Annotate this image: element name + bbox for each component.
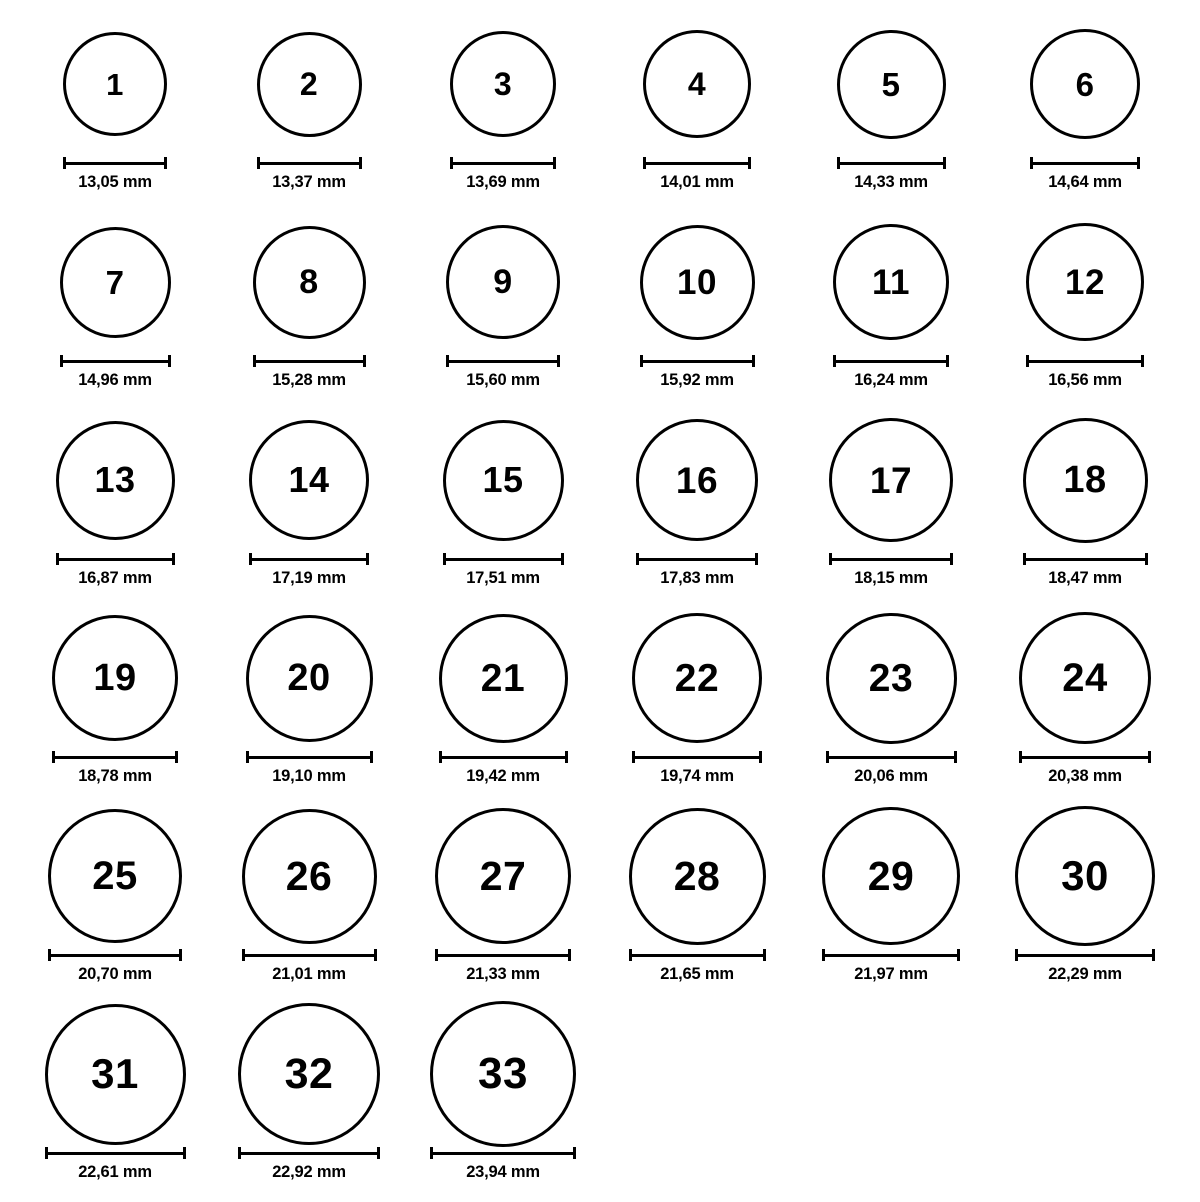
ring-circle-wrapper: [829, 410, 953, 550]
ring-circle-wrapper: [1015, 806, 1155, 946]
ring-size-cell: [604, 14, 790, 212]
ring-circle: [435, 808, 571, 944]
ring-size-number: 4: [687, 66, 707, 102]
ring-circle-wrapper: [837, 14, 946, 154]
ring-size-number: 5: [881, 65, 901, 103]
diameter-label: 16,24 mm: [854, 371, 928, 389]
ring-circle: [640, 225, 755, 340]
ring-size-cell: [798, 608, 984, 806]
ring-circle-wrapper: [822, 806, 960, 946]
ring-size-cell: [604, 410, 790, 608]
diameter-label: 21,33 mm: [466, 965, 540, 983]
ring-size-cell: [798, 410, 984, 608]
diameter-label: 17,51 mm: [466, 569, 540, 587]
ring-circle-wrapper: [52, 608, 178, 748]
diameter-dimension-line: [1030, 156, 1140, 168]
diameter-dimension-line: [257, 156, 362, 168]
ring-size-cell: [410, 410, 596, 608]
ring-circle: [833, 224, 949, 340]
ring-size-cell: [216, 212, 402, 410]
diameter-label: 21,97 mm: [854, 965, 928, 983]
ring-size-number: 12: [1065, 262, 1105, 302]
ring-size-number: 30: [1061, 852, 1109, 899]
ring-circle: [60, 227, 171, 338]
ring-size-number: 13: [94, 459, 136, 500]
ring-size-cell: [798, 806, 984, 1004]
diameter-dimension-line: [56, 552, 175, 564]
diameter-dimension-line: [60, 354, 171, 366]
diameter-dimension-line: [48, 948, 182, 960]
ring-circle: [1030, 29, 1140, 139]
diameter-label: 18,15 mm: [854, 569, 928, 587]
ring-size-number: 22: [674, 656, 720, 700]
diameter-dimension-line: [1015, 948, 1155, 960]
ring-size-number: 24: [1062, 656, 1108, 700]
ring-size-cell: [410, 212, 596, 410]
ring-circle: [446, 225, 560, 339]
diameter-dimension-line: [640, 354, 755, 366]
diameter-dimension-line: [1019, 750, 1151, 762]
ring-circle: [238, 1003, 380, 1145]
diameter-dimension-line: [826, 750, 957, 762]
ring-size-cell: [992, 14, 1178, 212]
ring-circle-wrapper: [450, 14, 556, 154]
ring-size-cell: [992, 410, 1178, 608]
diameter-dimension-line: [439, 750, 568, 762]
ring-size-number: 10: [677, 262, 717, 302]
ring-circle-wrapper: [435, 806, 571, 946]
ring-size-number: 16: [675, 459, 719, 501]
ring-circle-wrapper: [60, 212, 171, 352]
ring-size-cell: [22, 14, 208, 212]
ring-circle-wrapper: [238, 1004, 380, 1144]
ring-size-number: 31: [91, 1050, 139, 1097]
ring-size-cell: [216, 1004, 402, 1202]
ring-size-cell: [216, 806, 402, 1004]
ring-circle-wrapper: [430, 1004, 576, 1144]
ring-circle: [1015, 806, 1155, 946]
ring-circle-wrapper: [257, 14, 362, 154]
ring-circle: [45, 1004, 186, 1145]
ring-circle-wrapper: [249, 410, 369, 550]
ring-circle: [1019, 612, 1151, 744]
diameter-label: 14,01 mm: [660, 173, 734, 191]
ring-circle: [443, 420, 564, 541]
ring-circle-wrapper: [826, 608, 957, 748]
ring-circle-wrapper: [643, 14, 751, 154]
ring-size-cell: [22, 608, 208, 806]
diameter-label: 15,92 mm: [660, 371, 734, 389]
ring-size-cell: [992, 212, 1178, 410]
diameter-dimension-line: [446, 354, 560, 366]
diameter-dimension-line: [643, 156, 751, 168]
ring-circle: [1023, 418, 1148, 543]
ring-circle: [48, 809, 182, 943]
diameter-dimension-line: [1026, 354, 1144, 366]
diameter-label: 20,06 mm: [854, 767, 928, 785]
ring-size-number: 25: [92, 854, 138, 898]
ring-size-number: 8: [299, 263, 319, 301]
diameter-dimension-line: [246, 750, 373, 762]
ring-circle: [632, 613, 762, 743]
diameter-dimension-line: [1023, 552, 1148, 564]
ring-circle: [63, 32, 167, 136]
ring-size-number: 6: [1075, 65, 1095, 103]
diameter-label: 13,37 mm: [272, 173, 346, 191]
ring-circle: [629, 808, 766, 945]
diameter-dimension-line: [822, 948, 960, 960]
ring-circle-wrapper: [1030, 14, 1140, 154]
ring-circle: [56, 421, 175, 540]
diameter-label: 20,70 mm: [78, 965, 152, 983]
diameter-label: 20,38 mm: [1048, 767, 1122, 785]
ring-circle-wrapper: [63, 14, 167, 154]
ring-size-number: 1: [106, 66, 124, 102]
ring-circle-wrapper: [629, 806, 766, 946]
ring-size-cell: [216, 608, 402, 806]
ring-size-cell: [216, 410, 402, 608]
diameter-dimension-line: [837, 156, 946, 168]
ring-circle: [242, 809, 377, 944]
ring-size-cell: [216, 14, 402, 212]
ring-circle-wrapper: [443, 410, 564, 550]
diameter-label: 23,94 mm: [466, 1163, 540, 1181]
ring-circle-wrapper: [636, 410, 758, 550]
ring-circle-wrapper: [253, 212, 366, 352]
diameter-dimension-line: [430, 1146, 576, 1158]
ring-circle: [257, 32, 362, 137]
diameter-label: 22,92 mm: [272, 1163, 346, 1181]
ring-size-number: 32: [284, 1049, 334, 1098]
ring-size-cell: [604, 806, 790, 1004]
ring-size-cell: [410, 806, 596, 1004]
diameter-label: 14,33 mm: [854, 173, 928, 191]
ring-size-number: 14: [288, 459, 330, 500]
ring-size-number: 21: [480, 656, 526, 700]
diameter-label: 19,74 mm: [660, 767, 734, 785]
ring-size-cell: [798, 212, 984, 410]
ring-size-number: 11: [872, 262, 910, 302]
ring-circle: [837, 30, 946, 139]
ring-circle: [430, 1001, 576, 1147]
ring-size-cell: [410, 608, 596, 806]
diameter-dimension-line: [629, 948, 766, 960]
ring-circle-wrapper: [446, 212, 560, 352]
ring-circle-wrapper: [246, 608, 373, 748]
ring-size-number: 20: [287, 657, 331, 699]
diameter-dimension-line: [636, 552, 758, 564]
diameter-dimension-line: [435, 948, 571, 960]
diameter-label: 17,83 mm: [660, 569, 734, 587]
diameter-dimension-line: [833, 354, 949, 366]
ring-circle: [249, 420, 369, 540]
diameter-label: 22,29 mm: [1048, 965, 1122, 983]
ring-size-number: 27: [479, 852, 527, 899]
ring-size-cell: [992, 806, 1178, 1004]
diameter-label: 22,61 mm: [78, 1163, 152, 1181]
ring-size-cell: [604, 212, 790, 410]
ring-circle-wrapper: [632, 608, 762, 748]
diameter-dimension-line: [63, 156, 167, 168]
ring-circle: [829, 418, 953, 542]
diameter-label: 16,87 mm: [78, 569, 152, 587]
ring-circle-wrapper: [242, 806, 377, 946]
ring-circle-wrapper: [45, 1004, 186, 1144]
diameter-label: 18,78 mm: [78, 767, 152, 785]
ring-circle-wrapper: [1019, 608, 1151, 748]
diameter-label: 14,64 mm: [1048, 173, 1122, 191]
ring-circle: [439, 614, 568, 743]
ring-circle: [450, 31, 556, 137]
ring-circle: [822, 807, 960, 945]
ring-circle-wrapper: [1026, 212, 1144, 352]
diameter-label: 21,65 mm: [660, 965, 734, 983]
ring-size-number: 33: [478, 1049, 528, 1098]
ring-size-cell: [22, 212, 208, 410]
ring-size-number: 15: [482, 459, 524, 500]
diameter-dimension-line: [829, 552, 953, 564]
diameter-dimension-line: [253, 354, 366, 366]
diameter-label: 14,96 mm: [78, 371, 152, 389]
diameter-label: 19,42 mm: [466, 767, 540, 785]
diameter-label: 13,05 mm: [78, 173, 152, 191]
diameter-dimension-line: [443, 552, 564, 564]
ring-circle: [253, 226, 366, 339]
diameter-label: 18,47 mm: [1048, 569, 1122, 587]
diameter-dimension-line: [632, 750, 762, 762]
ring-size-cell: [22, 806, 208, 1004]
ring-size-number: 19: [93, 657, 137, 699]
ring-circle-wrapper: [48, 806, 182, 946]
ring-size-cell: [22, 410, 208, 608]
ring-size-number: 3: [493, 66, 513, 102]
ring-size-number: 7: [105, 263, 125, 301]
ring-size-number: 29: [867, 852, 915, 899]
ring-circle-wrapper: [439, 608, 568, 748]
ring-size-cell: [798, 14, 984, 212]
diameter-label: 15,28 mm: [272, 371, 346, 389]
ring-circle: [246, 615, 373, 742]
diameter-label: 19,10 mm: [272, 767, 346, 785]
ring-size-number: 17: [869, 459, 913, 501]
ring-size-cell: [992, 608, 1178, 806]
ring-size-number: 23: [868, 656, 914, 700]
ring-circle: [52, 615, 178, 741]
ring-size-cell: [410, 1004, 596, 1202]
diameter-label: 15,60 mm: [466, 371, 540, 389]
ring-size-number: 26: [285, 852, 333, 899]
diameter-dimension-line: [45, 1146, 186, 1158]
ring-size-cell: [410, 14, 596, 212]
diameter-dimension-line: [238, 1146, 380, 1158]
diameter-label: 16,56 mm: [1048, 371, 1122, 389]
diameter-dimension-line: [249, 552, 369, 564]
ring-circle: [643, 30, 751, 138]
ring-circle: [1026, 223, 1144, 341]
diameter-label: 13,69 mm: [466, 173, 540, 191]
ring-size-cell: [604, 608, 790, 806]
diameter-dimension-line: [450, 156, 556, 168]
diameter-dimension-line: [52, 750, 178, 762]
ring-size-grid: [18, 14, 1182, 1202]
ring-circle-wrapper: [56, 410, 175, 550]
ring-circle: [826, 613, 957, 744]
ring-circle: [636, 419, 758, 541]
ring-size-number: 9: [493, 263, 513, 301]
ring-size-number: 2: [299, 66, 319, 102]
ring-size-cell: [22, 1004, 208, 1202]
diameter-label: 17,19 mm: [272, 569, 346, 587]
ring-size-number: 28: [673, 852, 721, 899]
ring-circle-wrapper: [1023, 410, 1148, 550]
ring-circle-wrapper: [640, 212, 755, 352]
ring-circle-wrapper: [833, 212, 949, 352]
diameter-label: 21,01 mm: [272, 965, 346, 983]
ring-size-number: 18: [1063, 459, 1107, 501]
diameter-dimension-line: [242, 948, 377, 960]
